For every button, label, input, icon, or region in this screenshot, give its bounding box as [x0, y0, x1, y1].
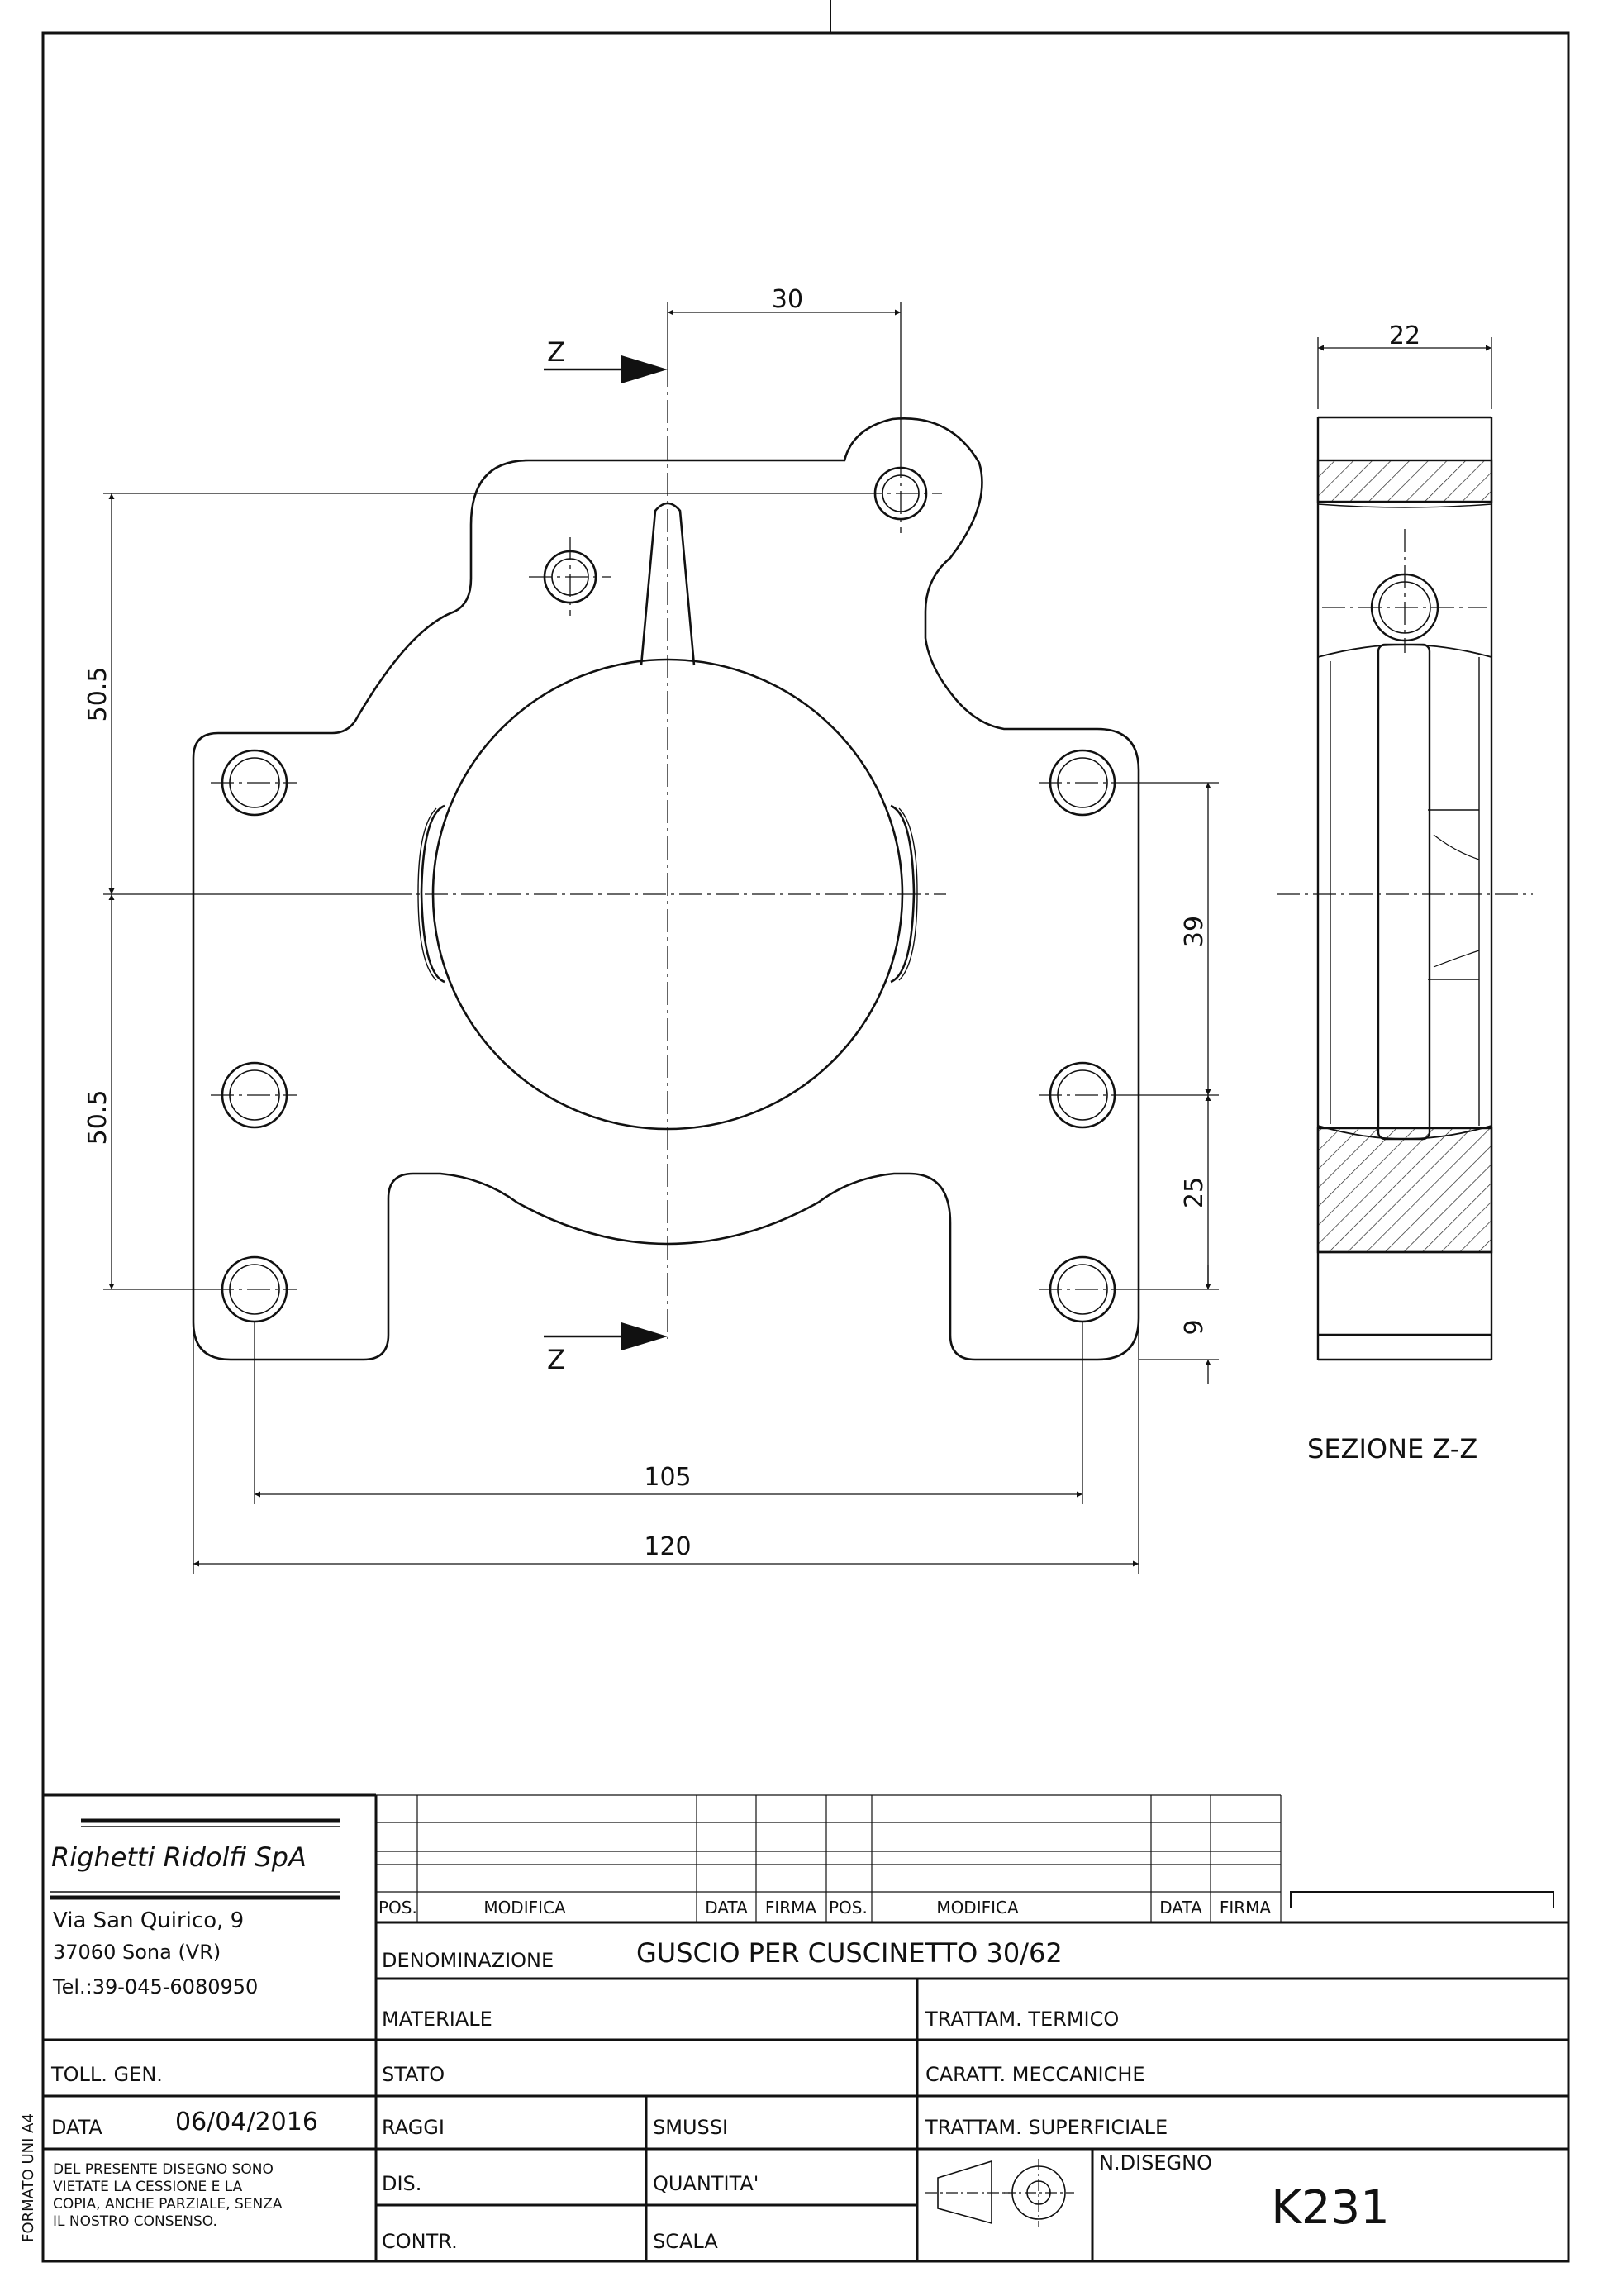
company-phone: Tel.:39-045-6080950 [53, 1975, 259, 1998]
center-lines [211, 364, 1125, 1339]
company-address-1: Via San Quirico, 9 [53, 1908, 245, 1933]
section-center-lines [1277, 529, 1533, 894]
trattam-superficiale-label: TRATTAM. SUPERFICIALE [925, 2116, 1168, 2139]
rev-pos-2: POS. [829, 1898, 868, 1917]
dim-right-middle: 25 [1180, 1176, 1209, 1209]
formato-label: FORMATO UNI A4 [20, 2113, 37, 2242]
rev-modifica-1: MODIFICA [483, 1898, 566, 1917]
caratt-meccaniche-label: CARATT. MECCANICHE [925, 2063, 1145, 2086]
company-address-2: 37060 Sona (VR) [53, 1941, 221, 1964]
dis-label: DIS. [382, 2172, 422, 2195]
contr-label: CONTR. [382, 2230, 458, 2253]
dim-thickness: 22 [1388, 322, 1421, 350]
disclaimer-line-4: IL NOSTRO CONSENSO. [53, 2213, 217, 2230]
flange-outline [193, 418, 1139, 1360]
rev-modifica-2: MODIFICA [936, 1898, 1019, 1917]
rev-pos-1: POS. [378, 1898, 417, 1917]
dimension-lines [103, 302, 1491, 1574]
raggi-label: RAGGI [382, 2116, 445, 2139]
stato-label: STATO [382, 2063, 445, 2086]
section-label-top: Z [547, 336, 565, 368]
section-title: SEZIONE Z-Z [1307, 1433, 1478, 1465]
rev-firma-2: FIRMA [1219, 1898, 1272, 1917]
rev-data-2: DATA [1159, 1898, 1202, 1917]
n-disegno-label: N.DISEGNO [1099, 2151, 1212, 2175]
company-name: Righetti Ridolfi SpA [51, 1841, 307, 1873]
front-view [193, 418, 1139, 1360]
toll-gen-label: TOLL. GEN. [51, 2063, 163, 2086]
rev-data-1: DATA [705, 1898, 748, 1917]
data-value: 06/04/2016 [175, 2108, 318, 2136]
section-arrow-top [544, 336, 668, 383]
section-arrow-bottom [544, 1322, 668, 1375]
dim-upper-height: 50.5 [83, 666, 112, 722]
n-disegno-value: K231 [1271, 2181, 1390, 2235]
bearing-groove [1378, 645, 1430, 1139]
denominazione-value: GUSCIO PER CUSCINETTO 30/62 [636, 1937, 1063, 1969]
data-label: DATA [51, 2116, 102, 2139]
dim-lower-height: 50.5 [83, 1089, 112, 1146]
hatch-top [1318, 460, 1491, 502]
dim-total-width: 120 [644, 1532, 692, 1561]
trattam-termico-label: TRATTAM. TERMICO [925, 2008, 1120, 2031]
section-label-bottom: Z [547, 1344, 565, 1375]
smussi-label: SMUSSI [653, 2116, 729, 2139]
hatch-bottom [1318, 1128, 1491, 1252]
disclaimer-line-3: COPIA, ANCHE PARZIALE, SENZA [53, 2196, 283, 2213]
dim-hole-span: 105 [644, 1463, 692, 1492]
denominazione-label: DENOMINAZIONE [382, 1949, 554, 1972]
disclaimer-line-2: VIETATE LA CESSIONE E LA [53, 2179, 243, 2195]
scala-label: SCALA [653, 2230, 718, 2253]
materiale-label: MATERIALE [382, 2008, 492, 2031]
dim-right-upper: 39 [1180, 915, 1209, 948]
quantita-label: QUANTITA' [653, 2172, 759, 2195]
dim-right-lower: 9 [1180, 1319, 1209, 1336]
dim-hole-offset: 30 [771, 285, 804, 314]
rev-firma-1: FIRMA [764, 1898, 817, 1917]
disclaimer-line-1: DEL PRESENTE DISEGNO SONO [53, 2161, 274, 2178]
